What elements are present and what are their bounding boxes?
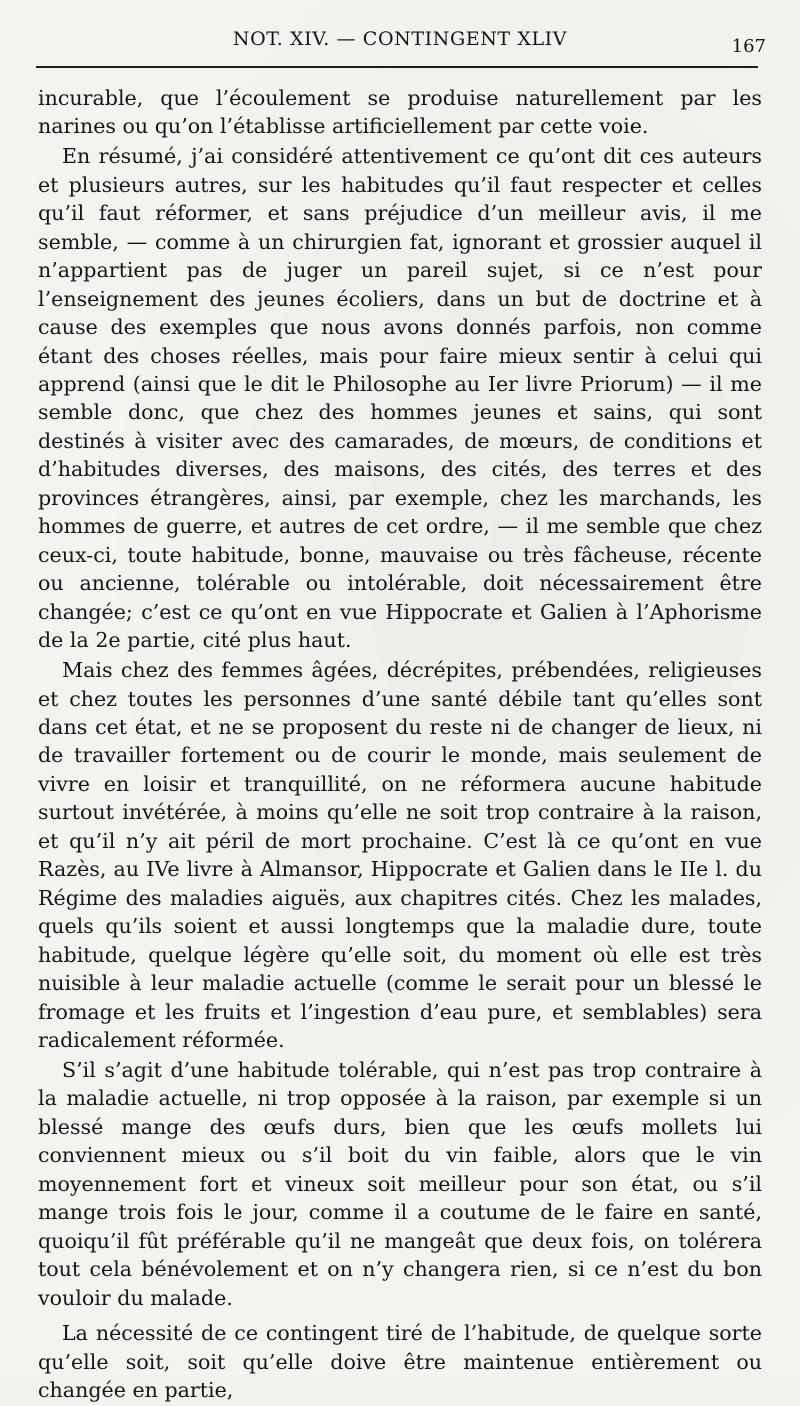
page-number: 167	[731, 36, 766, 57]
page-header	[36, 28, 764, 62]
paragraph-2: En résumé, j’ai considéré attentivement ce qu’ont dit ces auteurs et plusieurs autres, sur les habitudes qu’il faut respecter et celles qu’il faut réformer, et sans préjudice d’un meilleur avis, il me semble, — comme à un chirurgien fat, ignorant et grossier auquel il n’appartient pas de juger un pareil sujet, si ce n’est pour l’enseignement des jeunes écoliers, dans un but de doctrine et à cause des exemples que nous avons donnés parfois, non comme étant des choses réelles, mais pour faire mieux sentir à celui qui apprend (ainsi que le dit le Philosophe au Ier livre Priorum) — il me semble donc, que chez des hommes jeunes et sains, qui sont destinés à visiter avec des camarades, de mœurs, de conditions et d’habitudes diverses, des maisons, des cités, des terres et des provinces étrangères, ainsi, par exemple, chez les marchands, les hommes de guerre, et autres de cet ordre, — il me semble que chez ceux-ci, toute habitude, bonne, mauvaise ou très fâcheuse, récente ou ancienne, tolérable ou intolérable, doit nécessairement être changée; c’est ce qu’ont en vue Hippocrate et Galien à l’Aphorisme de la 2e partie, cité plus haut.	[38, 144, 762, 653]
main-text	[38, 84, 762, 1406]
paragraph-5: La nécessité de ce contingent tiré de l’habitude, de quelque sorte qu’elle soit, soit qu’elle doive être maintenue entièrement ou changée en partie,	[38, 1321, 762, 1403]
paragraph-3: Mais chez des femmes âgées, décrépites, prébendées, religieuses et chez toutes les personnes d’une santé débile tant qu’elles sont dans cet état, et ne se proposent du reste ni de changer de lieux, ni de travailler fortement ou de courir le monde, mais seulement de vivre en loisir et tranquillité, on ne réformera aucune habitude surtout invétérée, à moins qu’elle ne soit trop contraire à la raison, et qu’il n’y ait péril de mort prochaine. C’est là ce qu’ont en vue Razès, au IVe livre à Almansor, Hippocrate et Galien dans le IIe l. du Régime des maladies aiguës, aux chapitres cités. Chez les malades, quels qu’ils soient et aussi longtemps que la maladie dure, toute habitude, quelque légère qu’elle soit, du moment où elle est très nuisible à leur maladie actuelle (comme le serait pour un blessé le fromage et les fruits et l’ingestion d’eau pure, et semblables) sera radicalement réformée.	[38, 658, 762, 1052]
paragraph-4: S’il s’agit d’une habitude tolérable, qui n’est pas trop contraire à la maladie actuelle, ni trop opposée à la raison, par exemple si un blessé mange des œufs durs, bien que les œufs mollets lui conviennent mieux ou s’il boit du vin faible, alors que le vin moyennement fort et vineux soit meilleur pour son état, ou s’il mange trois fois le jour, comme il a coutume de le faire en santé, quoiqu’il fût préférable qu’il ne mangeât que deux fois, on tolérera tout cela bénévolement et on n’y changera rien, si ce n’est du bon vouloir du malade.	[38, 1057, 762, 1310]
header-rule	[36, 66, 758, 68]
running-head: NOT. XIV. — CONTINGENT XLIV	[232, 28, 568, 50]
paragraph-1: incurable, que l’écoulement se produise naturellement par les narines ou qu’on l’établisse artificiellement par cette voie.	[38, 86, 762, 139]
